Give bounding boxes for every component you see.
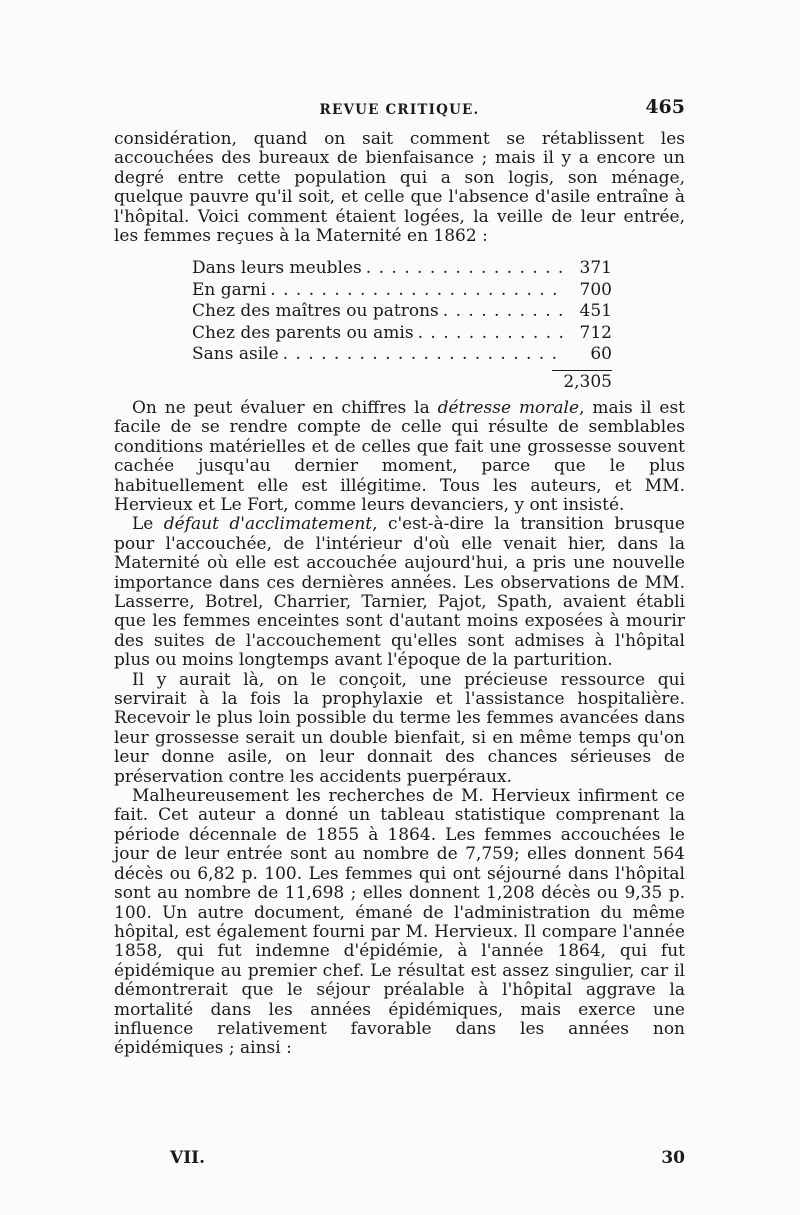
row-value: 371 bbox=[579, 258, 612, 279]
row-label: En garni bbox=[192, 279, 267, 300]
paragraph-2 bbox=[114, 399, 685, 515]
paragraph-3 bbox=[114, 515, 685, 670]
p3-text-a: Le bbox=[132, 514, 164, 535]
leader-dots bbox=[283, 344, 566, 364]
paragraph-4: Il y aurait là, on le conçoit, une précieuse ressource qui servirait à la fois la prophylaxie et l'assistance hospitalière. Recevoir le plus loin possible du terme les femmes avancées dans leur grossesse serait un double bienfait, si en même temps qu'on leur donne asile, on leur donnait des chances sérieuses de préservation contre les accidents puerpéraux. bbox=[114, 669, 685, 787]
page-header bbox=[114, 94, 685, 130]
row-value: 700 bbox=[579, 279, 612, 300]
leader-dots bbox=[418, 323, 566, 343]
row-label: Chez des parents ou amis bbox=[192, 322, 414, 343]
page-number: 465 bbox=[645, 96, 685, 118]
table-row bbox=[192, 344, 612, 366]
table-row bbox=[192, 258, 612, 280]
table-total: 2,305 bbox=[563, 371, 612, 392]
table-row bbox=[192, 280, 612, 302]
p2-text-a: On ne peut évaluer en chiffres la bbox=[132, 397, 438, 418]
row-label: Dans leurs meubles bbox=[192, 258, 362, 279]
paragraph-1: considération, quand on sait comment se rétablissent les accouchées des bureaux de bienfaisance ; mais il y a encore un degré entre cette population qui a son logis, son ménage, quelque pauvre qu'il soit, et celle que l'absence d'asile entraîne à l'hôpital. Voici comment étaient logées, la veille de leur entrée, les femmes reçues à la Maternité en 1862 : bbox=[114, 129, 685, 247]
signature-mark: VII. bbox=[170, 1148, 206, 1168]
row-value: 712 bbox=[579, 322, 612, 343]
paragraph-5: Malheureusement les recherches de M. Hervieux infirment ce fait. Cet auteur a donné un tableau statistique comprenant la période décennale de 1855 à 1864. Les femmes accouchées le jour de leur entrée sont au nombre de 7,759; elles donnent 564 décès ou 6,82 p. 100. Les femmes qui ont séjourné dans l'hôpital sont au nombre de 11,698 ; elles donnent 1,208 décès ou 9,35 p. 100. Un autre document, émané de l'administration du même hôpital, est également fourni par M. Hervieux. Il compare l'année 1858, qui fut indemne d'épidémie, à l'année 1864, qui fut épidémique au premier chef. Le résultat est assez singulier, car il démontrerait que le séjour préalable à l'hôpital aggrave la mortalité dans les années épidémiques, mais exerce une influence relativement favorable dans les années non épidémiques ; ainsi : bbox=[114, 786, 685, 1059]
row-label: Sans asile bbox=[192, 344, 279, 365]
table-row bbox=[192, 301, 612, 323]
row-value: 60 bbox=[590, 344, 612, 365]
lodging-table bbox=[192, 258, 612, 393]
leader-dots bbox=[443, 301, 566, 321]
row-value: 451 bbox=[579, 301, 612, 322]
p3-emphasis: défaut d'acclimatement bbox=[163, 514, 373, 535]
running-title: REVUE CRITIQUE. bbox=[319, 102, 480, 118]
page bbox=[114, 94, 685, 1059]
leader-dots bbox=[270, 280, 566, 300]
p3-text-b: , c'est-à-dire la transition brusque pour l'accouchée, de l'intérieur d'où elle venait hier, dans la Maternité où elle est accouchée aujourd'hui, a pris une nouvelle importance dans ces dernières années. Les observations de MM. Lasserre, Botrel, Charrier, Tarnier, Pajot, Spath, avaient établi que les femmes enceintes sont d'autant moins exposées à mourir des suites de l'accouchement qu'elles sont admises à l'hôpital plus ou moins longtemps avant l'époque de la parturition. bbox=[114, 514, 685, 671]
p2-text-b: , mais il est facile de se rendre compte de celle qui résulte de semblables conditions matérielles et de celles que fait une grossesse souvent cachée jusqu'au dernier moment, parce que le plus habituellement elle est illégitime. Tous les auteurs, et MM. Hervieux et Le Fort, comme leurs devanciers, y ont insisté. bbox=[114, 397, 685, 515]
p2-emphasis: détresse morale bbox=[437, 397, 580, 418]
sheet-number: 30 bbox=[661, 1148, 685, 1168]
leader-dots bbox=[366, 258, 566, 278]
row-label: Chez des maîtres ou patrons bbox=[192, 301, 439, 322]
table-row bbox=[192, 323, 612, 345]
